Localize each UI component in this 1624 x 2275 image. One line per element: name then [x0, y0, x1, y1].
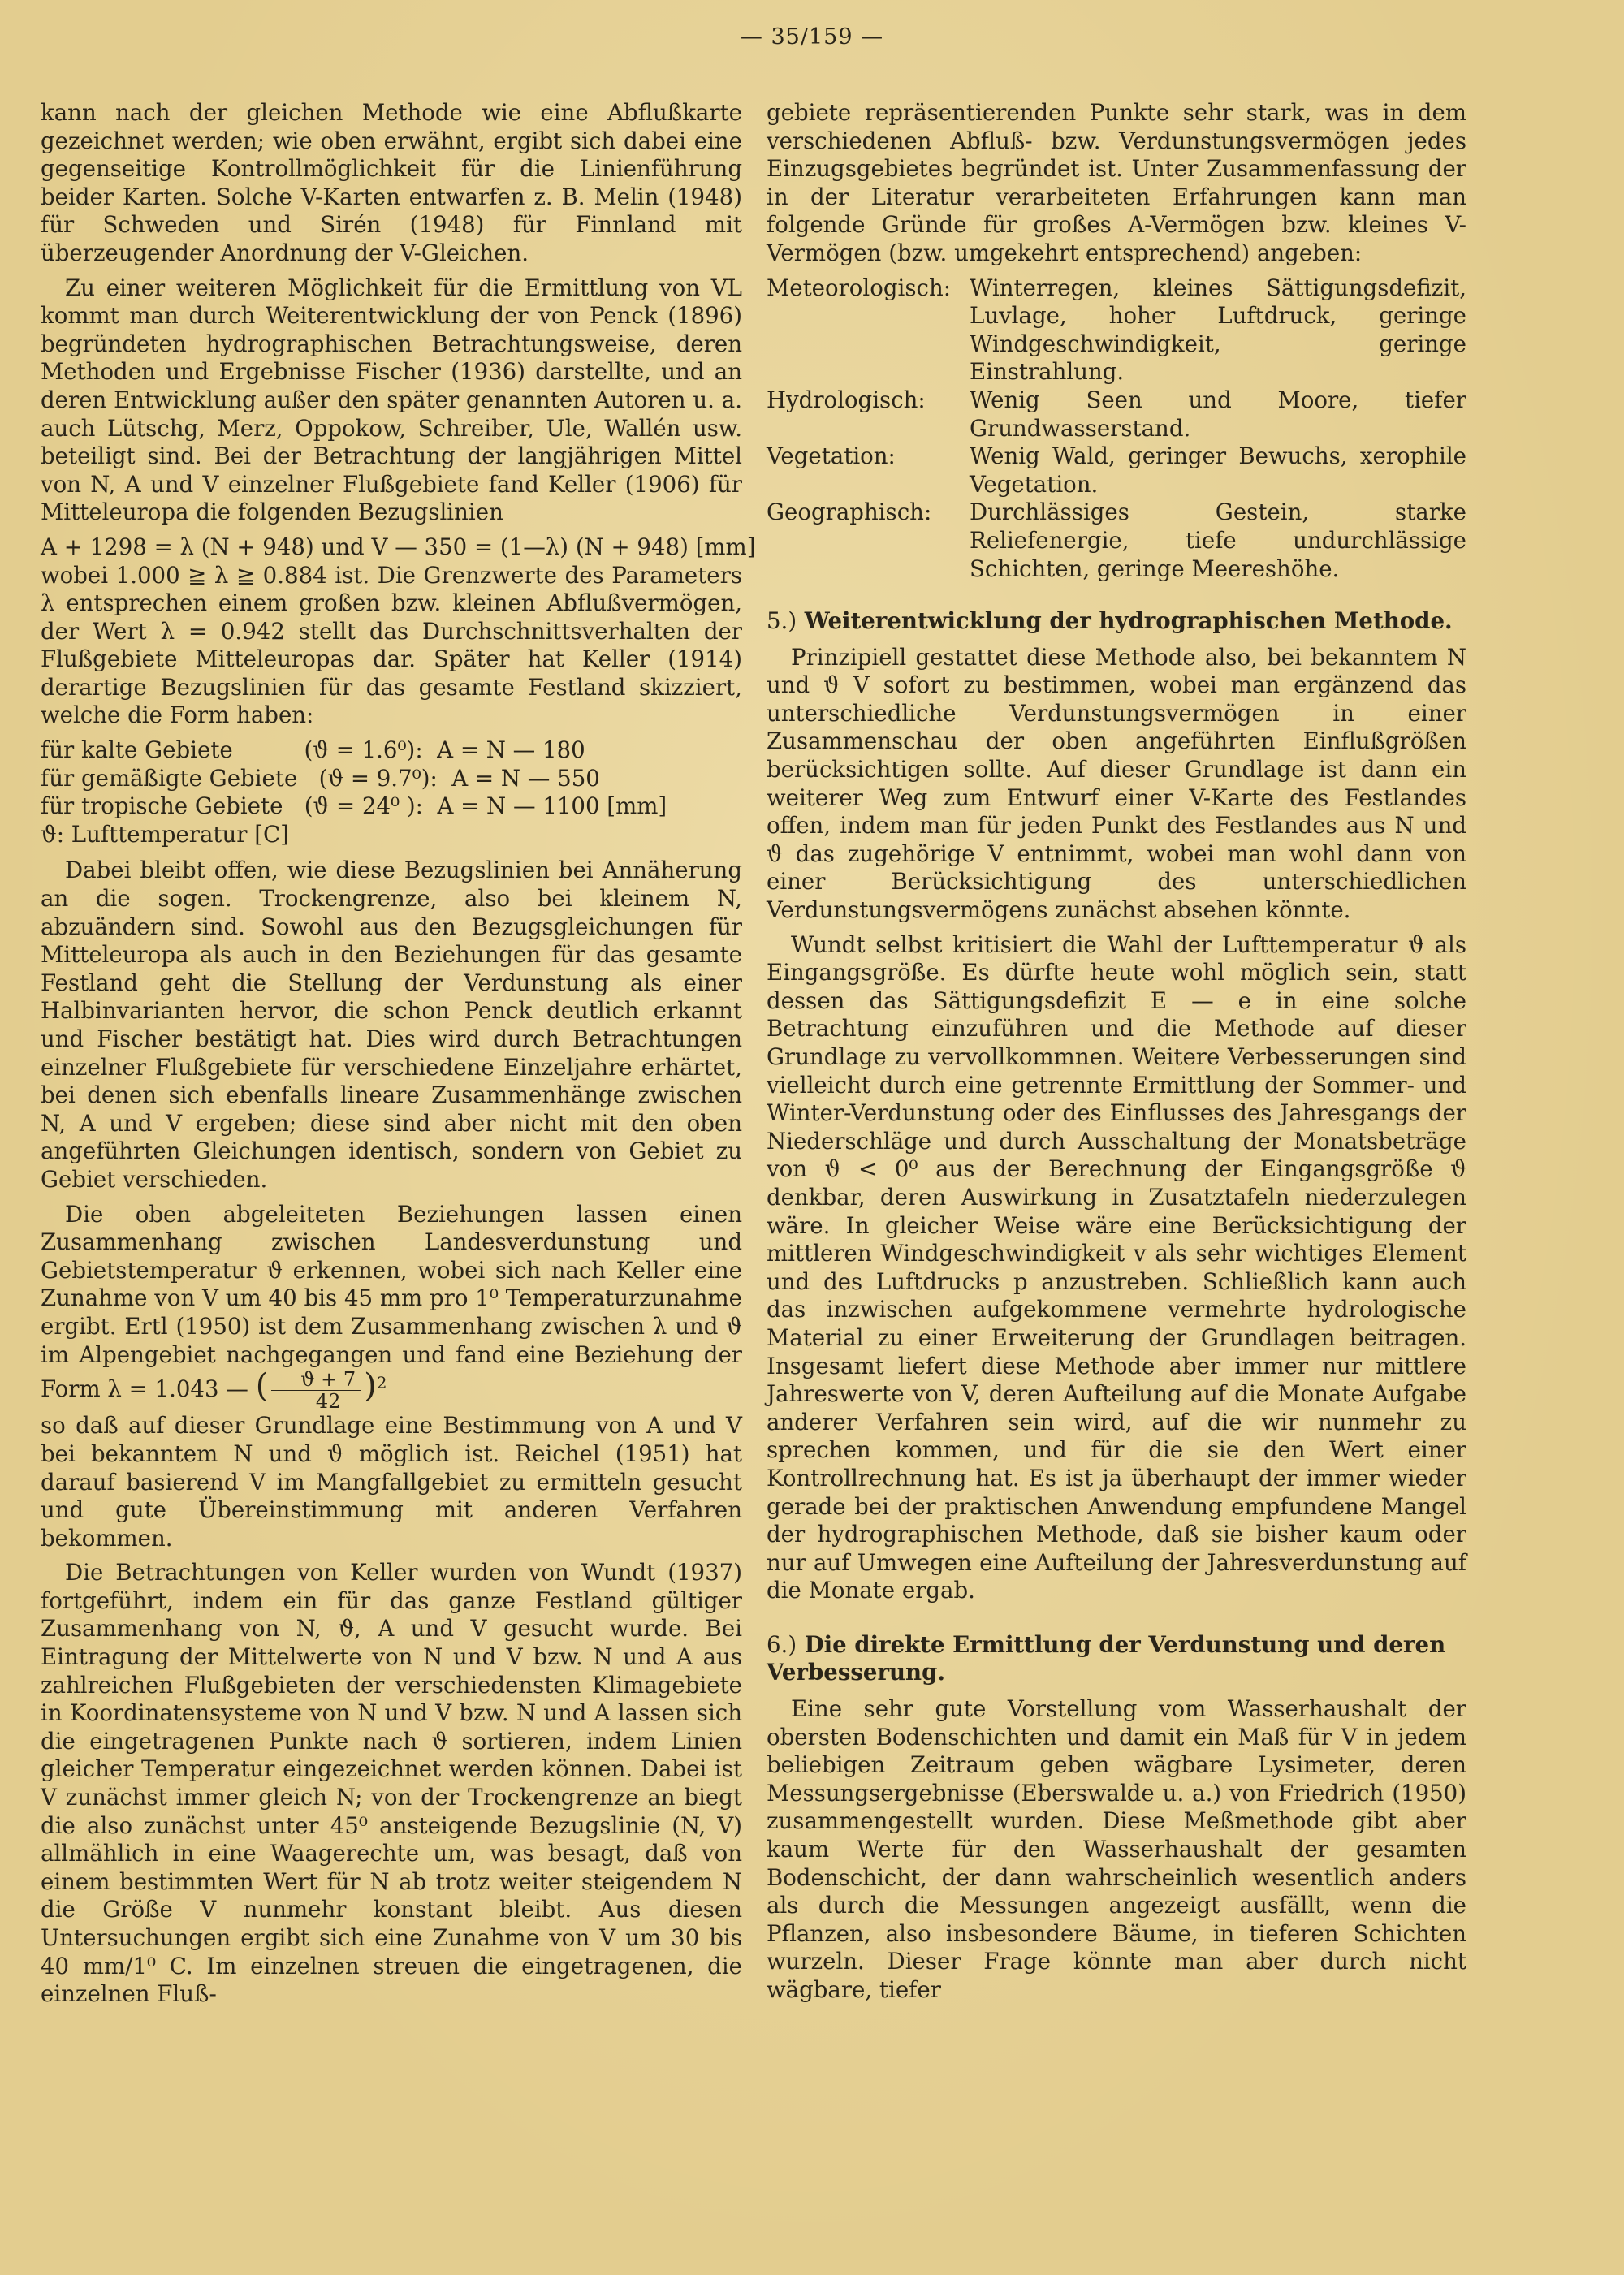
factor-row-geographical	[767, 499, 1466, 583]
section-heading-6	[767, 1631, 1466, 1687]
ertl-fraction	[271, 1369, 361, 1412]
factor-table	[767, 274, 1466, 584]
factor-label: Geographisch:	[767, 499, 932, 526]
right-paragraph-4: Eine sehr gute Vorstellung vom Wasserhaushalt der obersten Bodenschichten und damit ein Maß für V in jedem beliebigen Zeitraum geben wägbare Lysimeter, deren Messungsergebnisse (Eberswalde u. a.) von Friedrich (1950) zusammengestellt wurden. Diese Meßmethode gibt aber kaum Werte für den Wasserhaushalt der gesamten Bodenschicht, der dann wahrscheinlich wesentlich anders als durch die Messungen angezeigt ausfällt, wenn die Pflanzen, also insbesondere Bäume, in tieferen Schichten wurzeln. Dieser Frage könnte man aber durch nicht wägbare, tiefer	[767, 1695, 1466, 2003]
section-title: Die direkte Ermittlung der Verdunstung und deren Verbesserung.	[767, 1630, 1446, 1686]
formula-legend: ϑ: Lufttemperatur [C]	[41, 820, 289, 848]
factor-value: Winterregen, kleines Sättigungsdefizit, Luvlage, hoher Luftdruck, geringe Windgeschwindigkeit, geringe Einstrahlung.	[970, 274, 1466, 386]
right-paragraph-1: gebiete repräsentierenden Punkte sehr stark, was in dem verschiedenen Abfluß- bzw. Verdunstungsvermögen jedes Einzugsgebietes begründet ist. Unter Zusammenfassung der in der Literatur verarbeiteten Erfahrungen kann man folgende Gründe für großes A-Vermögen bzw. kleines V-Vermögen (bzw. umgekehrt entsprechend) angeben:	[767, 99, 1466, 266]
left-column	[41, 99, 756, 2015]
formula-tropical-regions: für tropische Gebiete (ϑ = 24⁰ ): A = N — 1100 [mm]	[41, 792, 667, 820]
section-number: 6.)	[767, 1630, 797, 1658]
left-paragraph-5b: so daß auf dieser Grundlage eine Bestimmung von A und V bei bekanntem N und ϑ möglich ist. Reichel (1951) hat darauf basierend V im Mangfallgebiet zu ermitteln gesucht und gute Übereinstimmung mit anderen Verfahren bekommen.	[41, 1412, 742, 1552]
section-number: 5.)	[767, 607, 797, 635]
page-number: — 35/159 —	[740, 24, 884, 50]
factor-label: Hydrologisch:	[767, 386, 926, 413]
factor-row-meteorological	[767, 274, 1466, 386]
formula-temperate-regions: für gemäßigte Gebiete (ϑ = 9.7⁰): A = N — 550	[41, 764, 600, 792]
ertl-formula: λ = 1.043 — ( $\frac{ϑ + 7}{42}$ )$^2$	[107, 1367, 387, 1414]
left-paragraph-5	[41, 1201, 742, 1413]
ertl-formula-lead: λ = 1.043 —	[107, 1375, 248, 1403]
section-heading-5	[767, 607, 1466, 636]
left-paragraph-2: Zu einer weiteren Möglichkeit für die Ermittlung von VL kommt man durch Weiterentwicklung der von Penck (1896) begründeten hydrographischen Betrachtungsweise, deren Methoden und Ergebnisse Fischer (1936) darstellte, und an deren Entwicklung außer den später genannten Autoren u. a. auch Lütschg, Merz, Oppokow, Schreiber, Ule, Wallén usw. beteiligt sind. Bei der Betrachtung der langjährigen Mittel von N, A und V einzelner Flußgebiete fand Keller (1906) für Mitteleuropa die folgenden Bezugslinien	[41, 274, 742, 526]
left-paragraph-4: Dabei bleibt offen, wie diese Bezugslinien bei Annäherung an die sogen. Trockengrenze, also bei kleinem N, abzuändern sind. Sowohl aus den Bezugsgleichungen für Mitteleuropa als auch in den Beziehungen für das gesamte Festland geht die Stellung der Verdunstung als einer Halbinvarianten hervor, die schon Penck deutlich erkannt und Fischer bestätigt hat. Dies wird durch Betrachtungen einzelner Flußgebiete für verschiedene Einzeljahre erhärtet, bei denen sich ebenfalls lineare Zusammenhänge zwischen N, A und V ergeben; diese sind aber nicht mit den oben angeführten Gleichungen identisch, sondern von Gebiet zu Gebiet verschieden.	[41, 857, 742, 1193]
factor-label: Meteorologisch:	[767, 274, 952, 301]
section-title: Weiterentwicklung der hydrographischen Methode.	[804, 607, 1453, 635]
factor-value: Durchlässiges Gestein, starke Reliefenergie, tiefe undurchlässige Schichten, geringe Meereshöhe.	[970, 499, 1466, 582]
factor-row-hydrological	[767, 386, 1466, 442]
factor-value: Wenig Wald, geringer Bewuchs, xerophile Vegetation.	[970, 442, 1466, 498]
right-column	[767, 99, 1466, 2011]
right-paragraph-3: Wundt selbst kritisiert die Wahl der Lufttemperatur ϑ als Eingangsgröße. Es dürfte heute wohl möglich sein, statt dessen das Sättigungsdefizit E — e in eine solche Betrachtung einzuführen und die Methode auf dieser Grundlage zu vervollkommnen. Weitere Verbesserungen sind vielleicht durch eine getrennte Ermittlung der Sommer- und Winter-Verdunstung oder des Einflusses des Jahresgangs der Niederschläge und durch Ausschaltung der Monatsbeträge von ϑ < 0⁰ aus der Berechnung der Eingangsgröße ϑ denkbar, deren Auswirkung in Zusatztafeln niederzulegen wäre. In gleicher Weise wäre eine Berücksichtigung der mittleren Windgeschwindigkeit v als sehr wichtiges Element und des Luftdrucks p anzustreben. Schließlich kann auch das inzwischen aufgekommene vermehrte hydrologische Material zu einer Erweiterung der Grundlagen beitragen. Insgesamt liefert diese Methode aber immer nur mittlere Jahreswerte von V, deren Aufteilung auf die Monate Aufgabe anderer Verfahren sein wird, auf die wir nunmehr zu sprechen kommen, und für die sie den Wert einer Kontrollrechnung hat. Es ist ja überhaupt der immer wieder gerade bei der praktischen Anwendung empfundene Mangel der hydrographischen Methode, daß sie bisher kaum oder nur auf Umwegen eine Aufteilung der Jahresverdunstung auf die Monate ergab.	[767, 930, 1466, 1604]
factor-row-vegetation	[767, 442, 1466, 499]
left-paragraph-3: wobei 1.000 ≧ λ ≧ 0.884 ist. Die Grenzwerte des Parameters λ entsprechen einem großen bzw. kleinen Abflußvermögen, der Wert λ = 0.942 stellt das Durchschnittsverhalten der Flußgebiete Mitteleuropas dar. Später hat Keller (1914) derartige Bezugslinien für das gesamte Festland skizziert, welche die Form haben:	[41, 561, 742, 729]
factor-label: Vegetation:	[767, 442, 896, 470]
right-paragraph-2: Prinzipiell gestattet diese Methode also, bei bekanntem N und ϑ V sofort zu bestimmen, wobei man ergänzend das unterschiedliche Verdunstungsvermögen in einer Zusammenschau der oben angeführten Einflußgrößen berücksichtigen sollte. Auf dieser Grundlage ist dann ein weiterer Weg zum Entwurf einer V-Karte des Festlandes offen, indem man für jeden Punkt des Festlandes aus N und ϑ das zugehörige V entnimmt, wobei man wohl dann von einer Berücksichtigung des unterschiedlichen Verdunstungsvermögens zunächst absehen könnte.	[767, 643, 1466, 924]
keller-equation: A + 1298 = λ (N + 948) und V — 350 = (1—λ) (N + 948) [mm]	[41, 533, 756, 560]
factor-value: Wenig Seen und Moore, tiefer Grundwasserstand.	[970, 386, 1466, 442]
left-paragraph-6: Die Betrachtungen von Keller wurden von Wundt (1937) fortgeführt, indem ein für das ganze Festland gültiger Zusammenhang von N, ϑ, A und V gesucht wurde. Bei Eintragung der Mittelwerte von N und V bzw. N und A aus zahlreichen Flußgebieten der verschiedensten Klimagebiete in Koordinatensysteme von N und V bzw. N und A lassen sich die eingetragenen Punkte nach ϑ sortieren, indem Linien gleicher Temperatur eingezeichnet werden können. Dabei ist V zunächst immer gleich N; von der Trockengrenze an biegt die also zunächst unter 45⁰ ansteigende Bezugslinie (N, V) allmählich in eine Waagerechte um, was besagt, daß von einem bestimmten Wert für N ab trotz weiter steigendem N die Größe V nunmehr konstant bleibt. Aus diesen Untersuchungen ergibt sich eine Zunahme von V um 30 bis 40 mm/1⁰ C. Im einzelnen streuen die eingetragenen, die einzelnen Fluß-	[41, 1559, 742, 2008]
ertl-exponent: 2	[376, 1373, 387, 1393]
left-paragraph-5-text: Die oben abgeleiteten Beziehungen lassen einen Zusammenhang zwischen Landesverdunstung und Gebietstemperatur ϑ erkennen, wobei sich nach Keller eine Zunahme von V um 40 bis 45 mm pro 1⁰ Temperaturzunahme ergibt. Ertl (1950) ist dem Zusammenhang zwischen λ und ϑ im Alpengebiet nachgegangen und fand eine Beziehung der Form	[41, 1200, 742, 1403]
formula-cold-regions: für kalte Gebiete (ϑ = 1.6⁰): A = N — 180	[41, 736, 585, 764]
left-paragraph-1: kann nach der gleichen Methode wie eine Abflußkarte gezeichnet werden; wie oben erwähnt, ergibt sich dabei eine gegenseitige Kontrollmöglichkeit für die Linienführung beider Karten. Solche V-Karten entwarfen z. B. Melin (1948) für Schweden und Sirén (1948) für Finnland mit überzeugender Anordnung der V-Gleichen.	[41, 99, 742, 266]
ertl-fraction-denominator: 42	[315, 1390, 341, 1414]
ertl-fraction-numerator: ϑ + 7	[271, 1369, 361, 1391]
